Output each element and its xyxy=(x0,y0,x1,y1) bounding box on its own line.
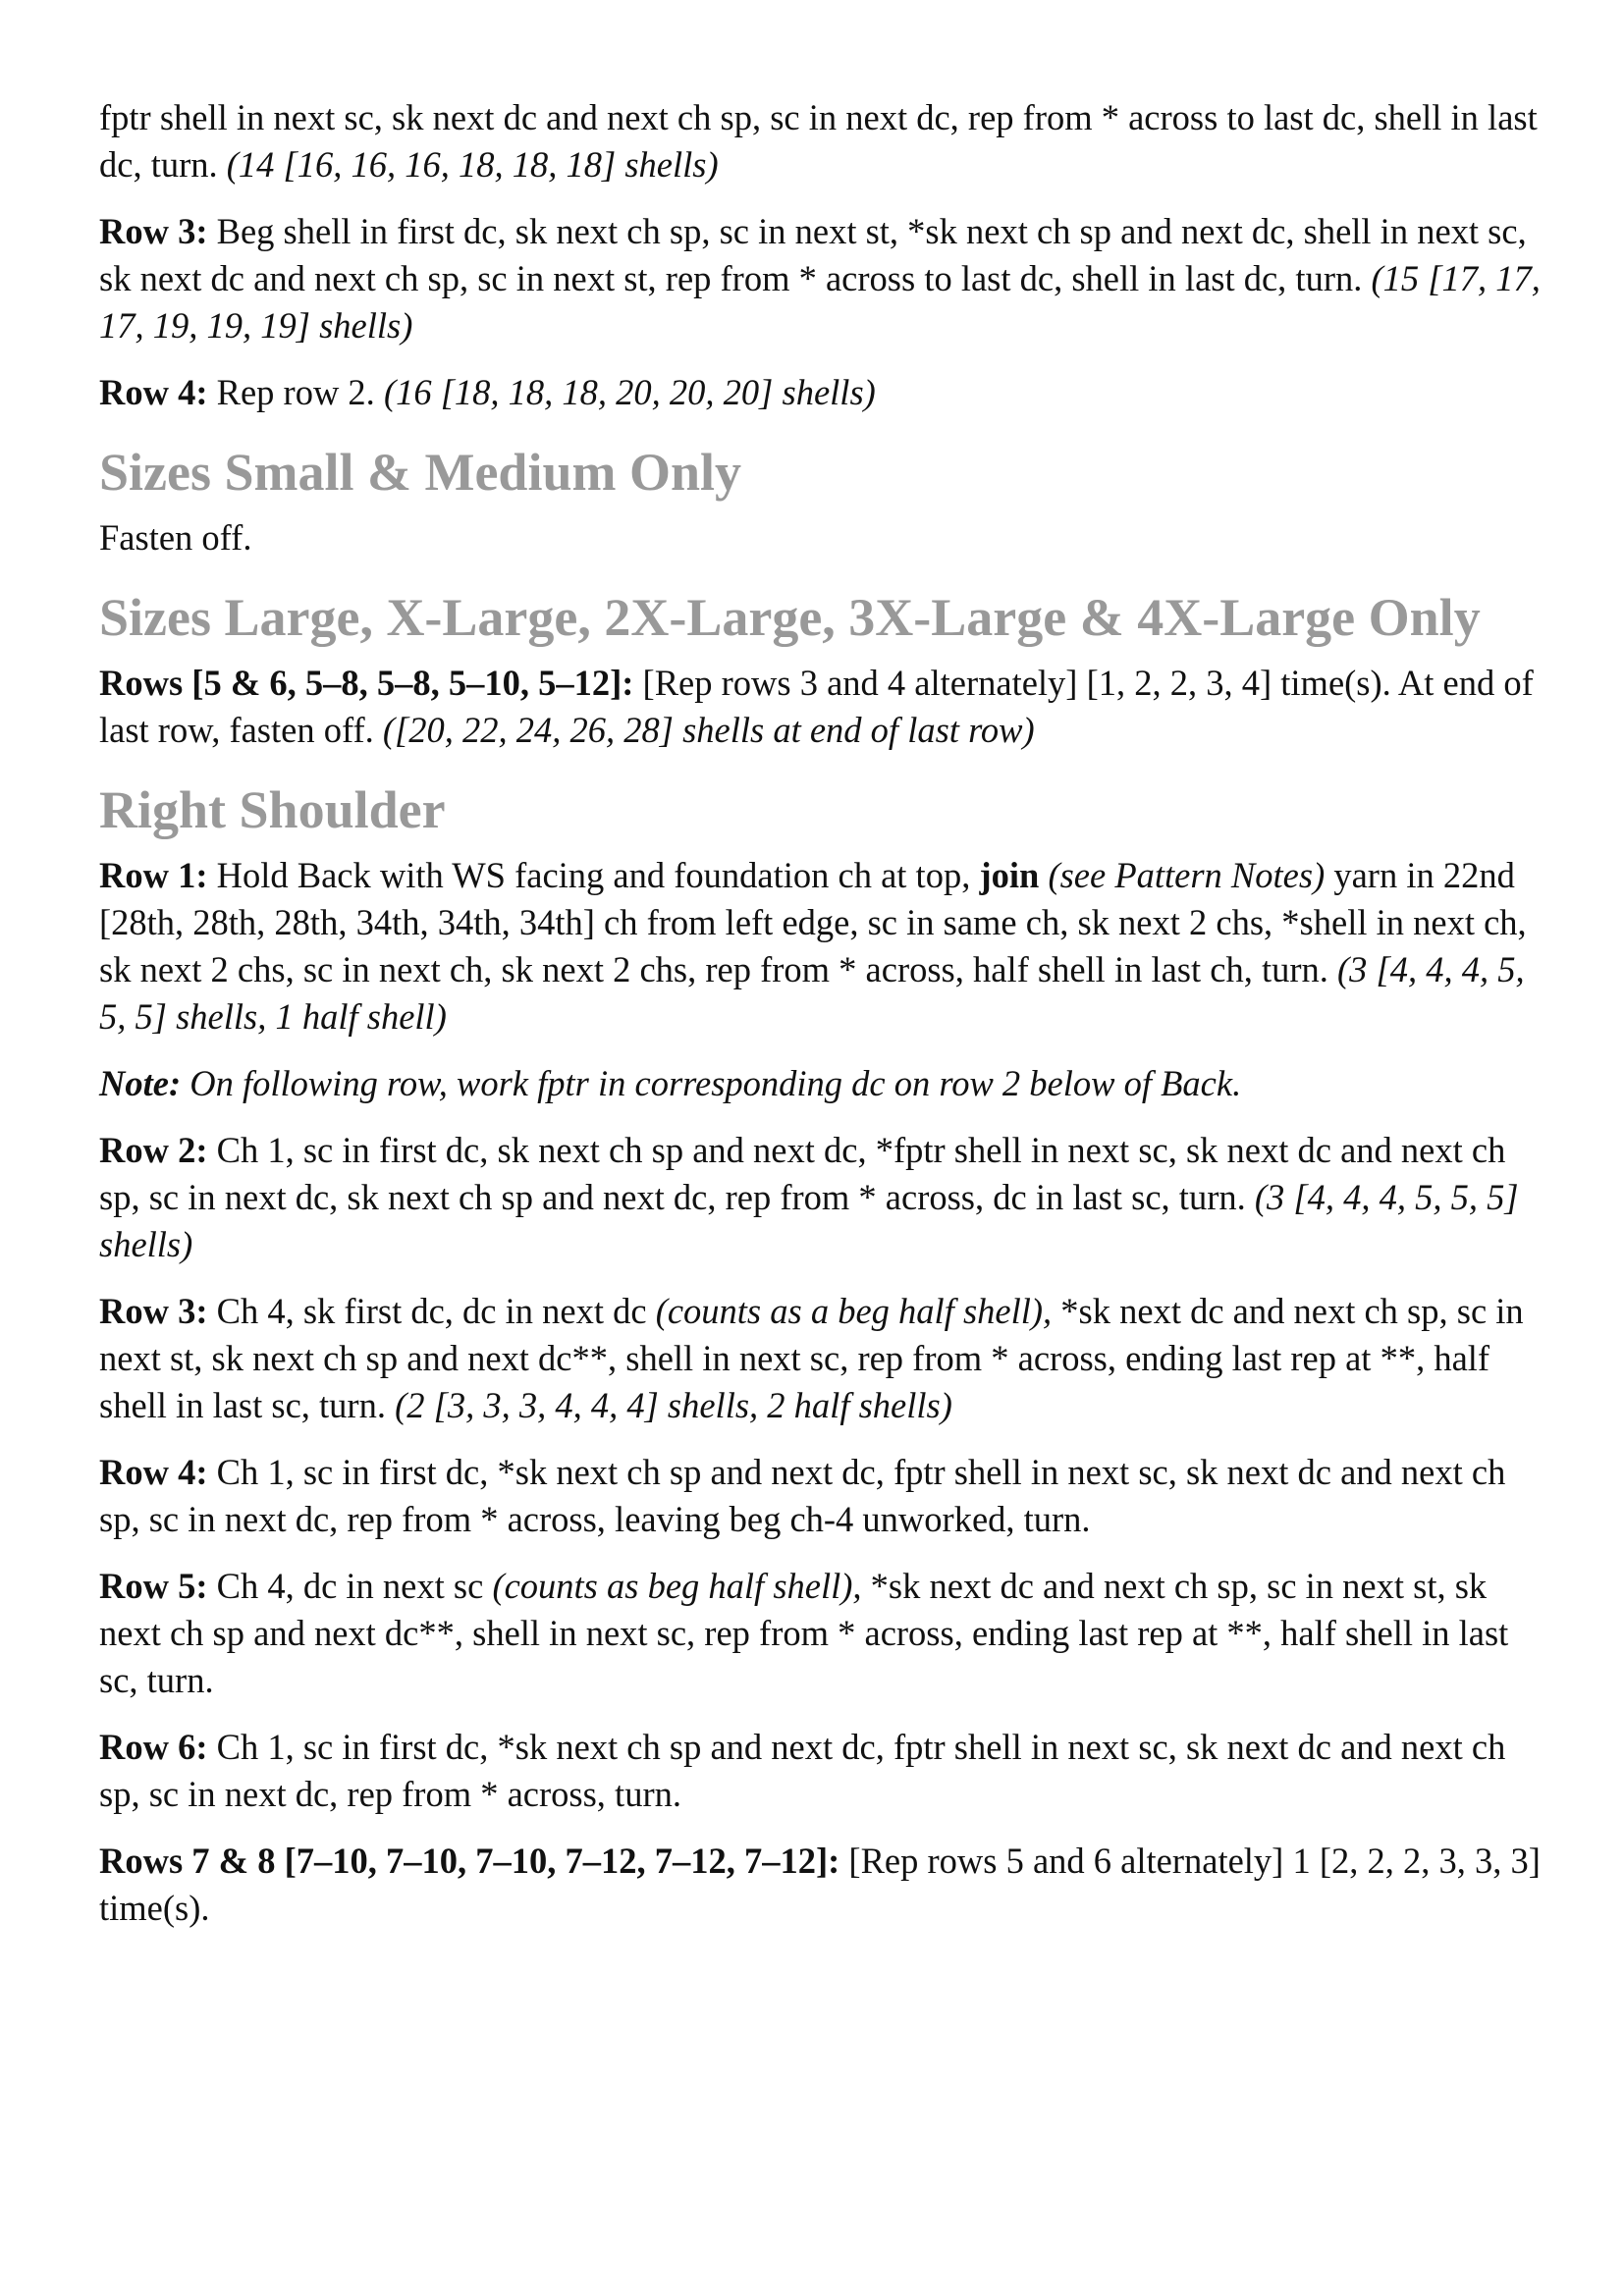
stitch-count: (14 [16, 16, 16, 18, 18, 18] shells) xyxy=(226,144,719,185)
paragraph-text: Hold Back with WS facing and foundation ch at top, xyxy=(207,855,980,895)
paragraph-rs-rows7 xyxy=(99,1838,1543,1932)
row-label: Rows 7 & 8 [7–10, 7–10, 7–10, 7–12, 7–12, 7–12]: xyxy=(99,1841,840,1881)
paragraph-text: Ch 1, sc in first dc, *sk next ch sp and next dc, fptr shell in next sc, sk next dc and next ch sp, sc in next dc, rep from * across, turn. xyxy=(99,1727,1506,1814)
paragraph-rs-row1 xyxy=(99,852,1543,1041)
stitch-count: (3 [4, 4, 4, 5, 5, 5] shells) xyxy=(99,1177,1519,1264)
row-label: Row 3: xyxy=(99,211,208,251)
row-label: Row 4: xyxy=(99,1452,208,1492)
stitch-count: ([20, 22, 24, 26, 28] shells at end of last row) xyxy=(382,710,1035,750)
stitch-count: (3 [4, 4, 4, 5, 5, 5] shells, 1 half shell) xyxy=(99,949,1525,1037)
row-label: Row 6: xyxy=(99,1727,208,1767)
row-label: Row 4: xyxy=(99,372,208,412)
paragraph-text: Ch 1, sc in first dc, *sk next ch sp and next dc, fptr shell in next sc, sk next dc and next ch sp, sc in next dc, rep from * across, leaving beg ch-4 unworked, turn. xyxy=(99,1452,1506,1539)
paragraph-text: *sk next dc and next ch sp, sc in next st, sk next ch sp and next dc**, shell in next sc, rep from * across, ending last rep at **, half shell in last sc, turn. xyxy=(99,1566,1509,1700)
stitch-count: (16 [18, 18, 18, 20, 20, 20] shells) xyxy=(383,372,876,412)
paragraph-row2-continued xyxy=(99,94,1543,188)
paragraph-text: Beg shell in first dc, sk next ch sp, sc in next st, *sk next ch sp and next dc, shell in next sc, sk next dc and next ch sp, sc in next st, rep from * across to last dc, shell in last dc, turn. xyxy=(99,211,1527,298)
section-heading-large-sizes: Sizes Large, X-Large, 2X-Large, 3X-Large & 4X-Large Only xyxy=(99,588,1481,647)
paragraph-text: fptr shell in next sc, sk next dc and next ch sp, sc in next dc, rep from * across to last dc, shell in last dc, turn. xyxy=(99,97,1538,185)
paragraph-text: Ch 4, sk first dc, dc in next dc xyxy=(207,1291,656,1331)
paragraph-note xyxy=(99,1060,1543,1107)
row-label: Row 5: xyxy=(99,1566,208,1606)
paragraph-text: Rep row 2. xyxy=(207,372,384,412)
row-label: Row 2: xyxy=(99,1130,208,1170)
join-term: join xyxy=(979,855,1040,895)
paragraph-rs-row4 xyxy=(99,1449,1543,1543)
paragraph-text: [Rep rows 5 and 6 alternately] 1 [2, 2, 2, 3, 3, 3] time(s). xyxy=(99,1841,1541,1928)
paragraph-rs-row2 xyxy=(99,1127,1543,1268)
section-heading-right-shoulder: Right Shoulder xyxy=(99,780,446,839)
note-label: Note: xyxy=(99,1063,182,1103)
stitch-count: (2 [3, 3, 3, 4, 4, 4] shells, 2 half shells) xyxy=(395,1385,952,1425)
document-page xyxy=(99,94,1543,1951)
paragraph-text: *sk next dc and next ch sp, sc in next st, sk next ch sp and next dc**, shell in next sc, rep from * across, ending last rep at **, half shell in last sc, turn. xyxy=(99,1291,1524,1425)
stitch-note: (counts as beg half shell), xyxy=(492,1566,862,1606)
row-label: Row 1: xyxy=(99,855,208,895)
paragraph-rs-row3 xyxy=(99,1288,1543,1429)
stitch-count: (15 [17, 17, 17, 19, 19, 19] shells) xyxy=(99,258,1541,346)
paragraph-text: Ch 1, sc in first dc, sk next ch sp and next dc, *fptr shell in next sc, sk next dc and next ch sp, sc in next dc, sk next ch sp and next dc, rep from * across, dc in last sc, turn. xyxy=(99,1130,1506,1217)
paragraph-rows-5 xyxy=(99,660,1543,754)
paragraph-text: Ch 4, dc in next sc xyxy=(207,1566,493,1606)
paragraph-row4 xyxy=(99,369,1543,416)
paragraph-rs-row5 xyxy=(99,1563,1543,1704)
paragraph-fasten-off: Fasten off. xyxy=(99,517,252,558)
note-text: On following row, work fptr in corresponding dc on row 2 below of Back. xyxy=(181,1063,1242,1103)
paragraph-text: [Rep rows 3 and 4 alternately] [1, 2, 2, 3, 4] time(s). At end of last row, fasten off. xyxy=(99,663,1534,750)
paragraph-rs-row6 xyxy=(99,1724,1543,1818)
row-label: Rows [5 & 6, 5–8, 5–8, 5–10, 5–12]: xyxy=(99,663,634,703)
stitch-note: (counts as a beg half shell), xyxy=(655,1291,1053,1331)
pattern-notes-reference: (see Pattern Notes) xyxy=(1039,855,1326,895)
row-label: Row 3: xyxy=(99,1291,208,1331)
paragraph-row3 xyxy=(99,208,1543,349)
paragraph-text: yarn in 22nd [28th, 28th, 28th, 34th, 34th, 34th] ch from left edge, sc in same ch, sk next 2 chs, *shell in next ch, sk next 2 chs, sc in next ch, sk next 2 chs, rep from * across, half shell in last ch, turn. xyxy=(99,855,1527,989)
section-heading-small-medium: Sizes Small & Medium Only xyxy=(99,443,742,502)
